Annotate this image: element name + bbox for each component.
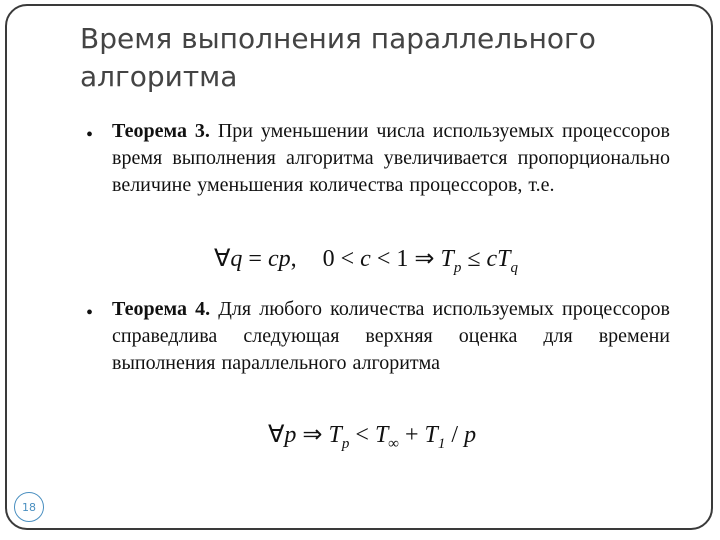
theorem4-formula <box>268 420 477 452</box>
subscript-q: q <box>510 260 519 276</box>
var-T1: T <box>424 422 438 448</box>
plus-sign: + <box>399 422 425 448</box>
theorem3-text: При уменьшении числа используемых процессоров время выполнения алгоритма увеличивается пропорционально величине уменьшения количества процессоров, т.е. <box>112 120 670 196</box>
subscript-1: 1 <box>437 436 446 452</box>
range-right: < 1 ⇒ <box>370 246 441 272</box>
lt-sign: < <box>349 422 375 448</box>
forall-symbol: ∀ <box>214 246 231 272</box>
theorem4-text: Для любого количества используемых процессоров справедлива следующая верхняя оценка для времени выполнения параллельного алгоритма <box>112 298 670 374</box>
theorem3-formula <box>214 244 519 276</box>
var-p: p <box>284 422 297 448</box>
slide-number: 18 <box>22 500 36 514</box>
var-T: T <box>440 246 454 272</box>
var-T: T <box>328 422 342 448</box>
var-T-inf: T <box>374 422 389 448</box>
bullet-theorem4: • <box>86 302 94 324</box>
var-c: c <box>360 246 371 272</box>
leq-sign: ≤ <box>461 246 487 272</box>
theorem3-label: Теорема 3. <box>112 120 210 142</box>
var-cp: cp <box>267 246 291 272</box>
theorem3-paragraph <box>112 118 670 199</box>
subscript-p: p <box>453 260 462 276</box>
slide-number-badge <box>14 492 44 522</box>
subscript-infinity: ∞ <box>388 436 399 452</box>
range-left: 0 < <box>322 246 361 272</box>
equals-sign: = <box>242 246 268 272</box>
bullet-theorem3: • <box>86 124 94 146</box>
implies-sign: ⇒ <box>296 422 329 448</box>
theorem4-paragraph <box>112 296 670 377</box>
var-p2: p <box>464 422 477 448</box>
var-c2: c <box>486 246 498 272</box>
var-q: q <box>230 246 243 272</box>
var-T2: T <box>497 246 511 272</box>
theorem4-label: Теорема 4. <box>112 298 211 320</box>
subscript-p: p <box>341 436 350 452</box>
slide-title: Время выполнения параллельного алгоритма <box>80 22 596 93</box>
forall-symbol: ∀ <box>268 422 285 448</box>
comma: , <box>290 246 297 272</box>
div-sign: / <box>445 422 465 448</box>
